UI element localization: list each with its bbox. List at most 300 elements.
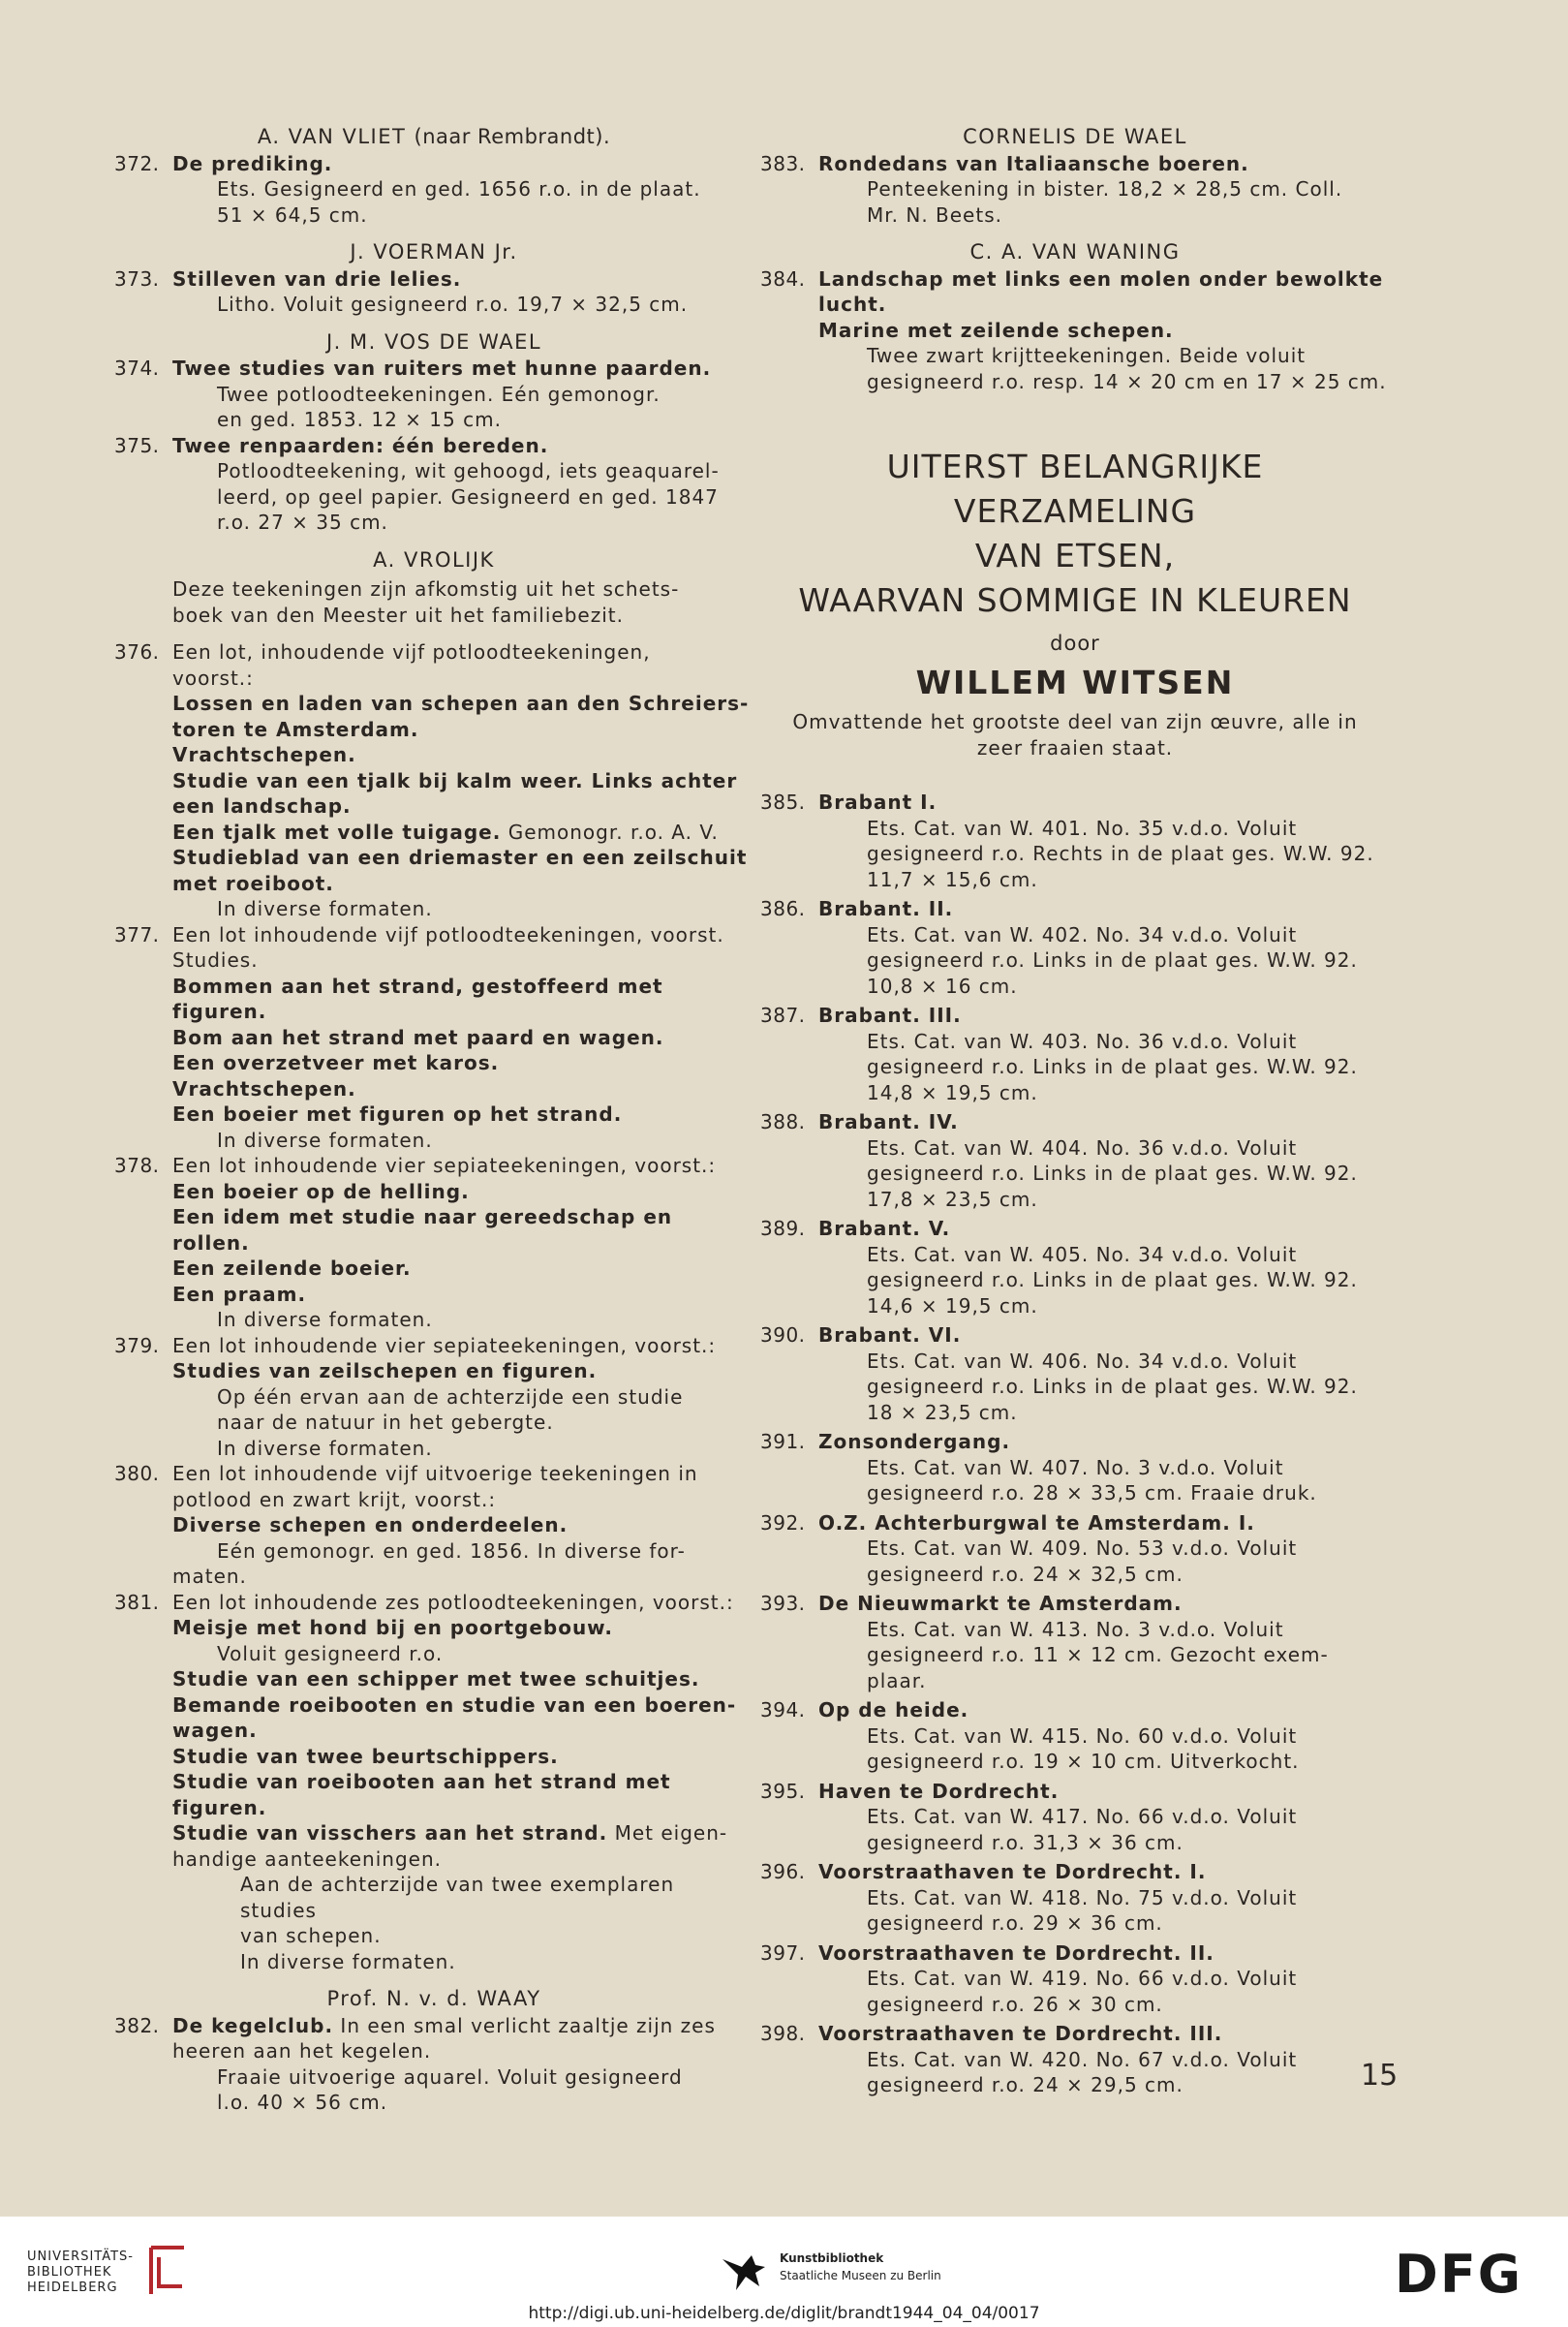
lot-title-line	[818, 1109, 1390, 1135]
line-text: Ets. Cat. van W. 415. No. 60 v.d.o. Voluit	[867, 1723, 1298, 1748]
logo-text-line: BIBLIOTHEK	[27, 2265, 112, 2280]
lot-title-line	[818, 318, 1390, 344]
artist-heading	[114, 547, 753, 574]
line-text: wagen.	[172, 1719, 258, 1742]
line-text: Brabant. VI.	[818, 1323, 962, 1347]
line-text: Twee potloodteekeningen. Eén gemonogr.	[217, 382, 661, 406]
line-text: naar de natuur in het gebergte.	[217, 1411, 554, 1434]
lot-description-line	[172, 458, 753, 484]
footer-bar	[0, 2217, 1568, 2327]
lot-description-line	[818, 867, 1390, 893]
lot-description-line	[818, 841, 1390, 867]
lot-number: 393.	[760, 1592, 806, 1615]
line-text: Bommen aan het strand, gestoffeerd met figuren.	[172, 974, 663, 1023]
line-text: Ets. Cat. van W. 420. No. 67 v.d.o. Voluit	[867, 2047, 1298, 2071]
line-text: Studies van zeilschepen en figuren.	[172, 1359, 598, 1382]
lot-description-line	[818, 1374, 1390, 1400]
line-text: Stilleven van drie lelies.	[172, 266, 462, 291]
line-text: Een overzetveer met karos.	[172, 1051, 500, 1074]
line-text: potlood en zwart krijt, voorst.:	[172, 1487, 497, 1511]
line-text: Brabant. IV.	[818, 1110, 959, 1133]
lot-title-line	[172, 1820, 753, 1846]
heading-intro-line: zeer fraaien staat.	[976, 735, 1174, 760]
lot-title-line	[172, 691, 753, 717]
lot-description-line	[818, 1536, 1390, 1562]
lot-description-line	[818, 1455, 1390, 1481]
line-text: In diverse formaten.	[217, 897, 433, 920]
lot-number: 391.	[760, 1430, 806, 1453]
lot-entry	[114, 1590, 753, 1975]
lot-title-line	[172, 742, 753, 768]
provenance-note	[114, 576, 753, 628]
line-text: heeren aan het kegelen.	[172, 2039, 432, 2063]
line-text: Ets. Cat. van W. 401. No. 35 v.d.o. Voluit	[867, 816, 1298, 840]
lot-description-line	[172, 407, 753, 433]
right-column	[760, 124, 1390, 2102]
lot-description-line	[818, 1400, 1390, 1426]
line-text-extra: Met eigen-	[607, 1821, 728, 1845]
line-text: Studie van een schipper met twee schuitjes.	[172, 1667, 700, 1691]
lot-title-line	[172, 2013, 753, 2039]
line-text: Een lot inhoudende vijf potloodteekeningen, voorst.	[172, 922, 724, 946]
line-text: Twee studies van ruiters met hunne paarden.	[172, 357, 712, 380]
lot-description-line	[818, 1910, 1390, 1937]
line-text: Penteekening in bister. 18,2 × 28,5 cm. Coll.	[867, 177, 1343, 201]
page-number: 15	[1361, 2059, 1399, 2093]
lot-number: 386.	[760, 897, 806, 920]
lot-description-line	[172, 947, 753, 974]
artist-heading	[114, 1986, 753, 2012]
line-text-extra: In een smal verlicht zaaltje zijn zes	[333, 2013, 716, 2037]
line-text: gesigneerd r.o. 11 × 12 cm. Gezocht exem-	[867, 1643, 1329, 1666]
heading-door: door	[1050, 632, 1100, 655]
artist-heading	[114, 124, 753, 150]
line-text: gesigneerd r.o. resp. 14 × 20 cm en 17 × 25 cm.	[867, 369, 1387, 393]
lot-title-line	[172, 845, 753, 871]
lot-number: 375.	[114, 433, 160, 457]
kb-title: Kunstbibliothek	[780, 2251, 884, 2265]
line-text: Voorstraathaven te Dordrecht. II.	[818, 1940, 1214, 1965]
lot-description-line	[172, 1307, 753, 1333]
artist-attribution: (naar Rembrandt).	[414, 125, 611, 148]
lot-description-line	[818, 1642, 1390, 1668]
line-text: Ets. Cat. van W. 407. No. 3 v.d.o. Voluit	[867, 1455, 1284, 1479]
line-text: De Nieuwmarkt te Amsterdam.	[818, 1592, 1183, 1615]
lot-description-line	[172, 1487, 753, 1513]
lot-title-line	[818, 1003, 1390, 1029]
lot-title-line	[172, 1692, 753, 1719]
lot-description-line	[818, 343, 1390, 369]
line-text: Ets. Cat. van W. 403. No. 36 v.d.o. Voluit	[867, 1029, 1298, 1053]
lot-description-line	[172, 922, 753, 948]
kunstbibliothek-logo[interactable]	[780, 2249, 941, 2284]
line-text: Een boeier met figuren op het strand.	[172, 1102, 623, 1126]
lot-description-line	[172, 382, 753, 408]
lot-entry	[114, 2013, 753, 2116]
lot-title-line	[172, 266, 753, 293]
logo-text-line: HEIDELBERG	[27, 2280, 118, 2295]
artist-name: CORNELIS DE WAEL	[963, 125, 1187, 148]
line-text: gesigneerd r.o. 26 × 30 cm.	[867, 1992, 1163, 2016]
line-text: Marine met zeilende schepen.	[818, 318, 1174, 342]
line-text: Meisje met hond bij en poortgebouw.	[172, 1616, 613, 1639]
line-text: Op de heide.	[818, 1698, 969, 1722]
lot-title-line	[172, 1769, 753, 1820]
lot-title-line	[818, 1429, 1390, 1455]
lot-number: 373.	[114, 266, 160, 291]
lot-description-line	[172, 1641, 753, 1667]
line-text: 11,7 × 15,6 cm.	[867, 867, 1038, 891]
lot-title-line	[172, 1718, 753, 1744]
lot-title-line	[172, 1282, 753, 1308]
lot-title-line	[172, 1615, 753, 1641]
line-text: voorst.:	[172, 666, 254, 690]
lot-title-line	[172, 871, 753, 897]
artist-heading	[760, 124, 1390, 150]
lot-number: 396.	[760, 1860, 806, 1883]
line-text: plaar.	[867, 1668, 927, 1692]
line-text: Een lot inhoudende zes potloodteekeningen, voorst.:	[172, 1590, 734, 1614]
lot-description-line	[818, 202, 1390, 229]
line-text: handige aanteekeningen.	[172, 1846, 442, 1871]
line-text: lucht.	[818, 293, 887, 316]
lot-title-line	[172, 1204, 753, 1256]
lot-description-line	[818, 1135, 1390, 1162]
lot-title-line	[172, 768, 753, 794]
lot-title-line	[172, 1050, 753, 1076]
lot-description-line	[172, 1590, 753, 1616]
line-text: Brabant. II.	[818, 897, 954, 920]
lot-title-line	[818, 1216, 1390, 1242]
artist-name: Prof. N. v. d. WAAY	[326, 1987, 541, 2010]
heading-intro-line: Omvattende het grootste deel van zijn œuvre, alle in	[792, 710, 1358, 733]
line-text: Diverse schepen en onderdeelen.	[172, 1513, 569, 1536]
artist-name: A. VROLIJK	[373, 547, 495, 572]
line-text: 10,8 × 16 cm.	[867, 974, 1018, 998]
line-text: Een lot inhoudende vier sepiateekeningen, voorst.:	[172, 1333, 717, 1357]
line-text: r.o. 27 × 35 cm.	[217, 511, 388, 534]
lot-number: 397.	[760, 1940, 806, 1965]
line-text: gesigneerd r.o. 24 × 29,5 cm.	[867, 2073, 1184, 2096]
line-text: Op één ervan aan de achterzijde een studie	[217, 1384, 684, 1409]
lot-entry	[760, 1322, 1390, 1425]
lot-description-line	[172, 202, 753, 229]
line-text: Mr. N. Beets.	[867, 202, 1002, 227]
lot-entry	[760, 1779, 1390, 1856]
line-text: Ets. Cat. van W. 402. No. 34 v.d.o. Voluit	[867, 922, 1298, 946]
heading-intro	[760, 709, 1390, 760]
lot-title-line	[172, 974, 753, 1025]
lot-number: 390.	[760, 1323, 806, 1347]
line-text: De prediking.	[172, 151, 333, 175]
line-text: Landschap met links een molen onder bewolkte	[818, 266, 1384, 291]
lot-number: 379.	[114, 1333, 160, 1357]
line-text: Ets. Cat. van W. 413. No. 3 v.d.o. Voluit	[867, 1617, 1284, 1641]
lot-title-line	[818, 896, 1390, 922]
lot-description-line	[818, 974, 1390, 1000]
kunstbibliothek-eagle-icon	[717, 2246, 771, 2296]
lot-entry	[114, 1153, 753, 1333]
artist-heading	[114, 329, 753, 356]
line-text: Een praam.	[172, 1282, 307, 1306]
lot-description-line	[818, 1161, 1390, 1187]
line-text: Potloodteekening, wit gehoogd, iets geaquarel-	[217, 459, 720, 482]
lot-title-line	[172, 1358, 753, 1384]
lot-description-line	[172, 1384, 753, 1411]
line-text: l.o. 40 × 56 cm.	[217, 2091, 388, 2114]
line-text: een landschap.	[172, 794, 352, 818]
lot-number: 392.	[760, 1510, 806, 1535]
line-text: Een lot inhoudende vier sepiateekeningen, voorst.:	[172, 1154, 717, 1177]
line-text: gesigneerd r.o. Links in de plaat ges. W.W. 92.	[867, 1162, 1358, 1185]
lot-description-line	[818, 1080, 1390, 1106]
lot-title-line	[818, 151, 1390, 177]
lot-title-line	[172, 793, 753, 820]
lot-number: 377.	[114, 922, 160, 946]
logo-text-line: UNIVERSITÄTS-	[27, 2249, 134, 2264]
line-text: Brabant I.	[818, 791, 938, 814]
lot-description-line	[172, 1128, 753, 1154]
lot-description-line	[172, 666, 753, 692]
lot-title-line	[818, 1859, 1390, 1885]
lot-description-line	[172, 484, 753, 511]
lot-title-line	[818, 1940, 1390, 1967]
lot-number: 384.	[760, 266, 806, 291]
section-heading	[760, 445, 1390, 760]
lot-entry	[760, 151, 1390, 229]
right-column-bottom	[760, 790, 1390, 2098]
lot-title-line	[172, 1512, 753, 1538]
lot-description-line	[818, 1668, 1390, 1694]
line-text: 14,8 × 19,5 cm.	[867, 1080, 1038, 1104]
line-text: 51 × 64,5 cm.	[217, 202, 368, 227]
lot-entry	[760, 1510, 1390, 1588]
lot-description-line	[172, 2038, 753, 2064]
right-column-top	[760, 124, 1390, 394]
lot-entry	[114, 639, 753, 922]
lot-entry	[760, 266, 1390, 395]
lot-description-line	[172, 1153, 753, 1179]
lot-entry	[114, 356, 753, 433]
heading-line-2: VAN ETSEN,	[974, 537, 1176, 574]
line-text: en ged. 1853. 12 × 15 cm.	[217, 408, 502, 431]
source-url[interactable]: http://digi.ub.uni-heidelberg.de/diglit/brandt1944_04_04/0017	[528, 2304, 1040, 2323]
line-text: Bemande roeibooten en studie van een boeren-	[172, 1692, 737, 1717]
lot-description-line	[818, 1804, 1390, 1830]
lot-description-line	[818, 2072, 1390, 2098]
lot-number: 395.	[760, 1779, 806, 1803]
lot-number: 374.	[114, 357, 160, 380]
line-text: Ets. Cat. van W. 409. No. 53 v.d.o. Voluit	[867, 1536, 1298, 1560]
lot-description-line	[172, 2090, 753, 2116]
line-text: Voorstraathaven te Dordrecht. III.	[818, 2022, 1223, 2045]
line-text: Brabant. III.	[818, 1004, 962, 1027]
lot-number: 378.	[114, 1154, 160, 1177]
lot-entry	[114, 1333, 753, 1462]
lot-description-line	[818, 816, 1390, 842]
line-text: Bom aan het strand met paard en wagen.	[172, 1025, 664, 1049]
lot-description-line	[172, 1538, 753, 1565]
lot-description-line	[172, 896, 753, 922]
lot-title-line	[172, 1025, 753, 1051]
artist-name: J. M. VOS DE WAEL	[325, 329, 542, 354]
lot-number: 380.	[114, 1462, 160, 1485]
lot-title-line	[818, 292, 1390, 318]
line-text: van schepen.	[240, 1924, 382, 1947]
line-text: gesigneerd r.o. 29 × 36 cm.	[867, 1911, 1163, 1935]
lot-entry	[114, 922, 753, 1154]
line-text: De kegelclub.	[172, 2013, 334, 2037]
lot-entry	[760, 1697, 1390, 1775]
line-text: Studie van roeibooten aan het strand met figuren.	[172, 1770, 671, 1819]
lot-entry	[760, 1216, 1390, 1319]
lot-entry	[760, 1591, 1390, 1693]
lot-title-line	[172, 356, 753, 382]
lot-description-line	[818, 1562, 1390, 1588]
lot-description-line	[172, 1923, 753, 1949]
lot-number: 387.	[760, 1004, 806, 1027]
line-text: gesigneerd r.o. Links in de plaat ges. W.W. 92.	[867, 1268, 1358, 1291]
artist-name: A. VAN VLIET	[257, 125, 407, 148]
line-text: gesigneerd r.o. Links in de plaat ges. W.W. 92.	[867, 948, 1358, 972]
line-text: gesigneerd r.o. Links in de plaat ges. W.W. 92.	[867, 1375, 1358, 1398]
line-text: Ets. Cat. van W. 419. No. 66 v.d.o. Voluit	[867, 1967, 1298, 1990]
dfg-logo[interactable]: DFG	[1395, 2244, 1523, 2305]
line-text: Ets. Cat. van W. 417. No. 66 v.d.o. Voluit	[867, 1805, 1298, 1828]
line-text: In diverse formaten.	[217, 1308, 433, 1331]
line-text: gesigneerd r.o. 19 × 10 cm. Uitverkocht.	[867, 1750, 1300, 1773]
heading-line-1: UITERST BELANGRIJKE VERZAMELING	[886, 448, 1264, 530]
lot-description-line	[172, 510, 753, 536]
artist-heading	[760, 239, 1390, 265]
line-text: Twee renpaarden: één bereden.	[172, 433, 549, 457]
line-text: Vrachtschepen.	[172, 743, 356, 766]
lot-description-line	[818, 1187, 1390, 1213]
lot-description-line	[818, 1480, 1390, 1506]
lot-title-line	[818, 2021, 1390, 2047]
line-text: Ets. Cat. van W. 404. No. 36 v.d.o. Voluit	[867, 1135, 1298, 1160]
lot-title-line	[818, 266, 1390, 293]
lot-description-line	[172, 2064, 753, 2091]
lot-title-line	[172, 1179, 753, 1205]
line-text: 14,6 × 19,5 cm.	[867, 1293, 1038, 1318]
lot-title-line	[172, 1666, 753, 1692]
lot-description-line	[818, 947, 1390, 974]
lot-entry	[114, 433, 753, 536]
lot-description-line	[818, 1749, 1390, 1775]
lot-description-line	[172, 1564, 753, 1590]
lot-entry	[760, 896, 1390, 999]
university-library-logo[interactable]	[27, 2249, 134, 2296]
lot-title-line	[818, 1591, 1390, 1617]
lot-description-line	[172, 1461, 753, 1487]
line-text: Eén gemonogr. en ged. 1856. In diverse for-	[217, 1538, 686, 1563]
line-text: Rondedans van Italiaansche boeren.	[818, 151, 1249, 175]
lot-number: 372.	[114, 151, 160, 175]
lot-number: 381.	[114, 1590, 160, 1614]
lot-title-line	[172, 1744, 753, 1770]
lot-description-line	[818, 922, 1390, 948]
line-text: Fraaie uitvoerige aquarel. Voluit gesigneerd	[217, 2064, 683, 2089]
artist-name: J. VOERMAN Jr.	[350, 240, 518, 264]
lot-entry	[114, 266, 753, 318]
line-text: 18 × 23,5 cm.	[867, 1400, 1018, 1424]
lot-number: 376.	[114, 640, 160, 664]
lot-title-line	[818, 1779, 1390, 1805]
line-text: Studie van twee beurtschippers.	[172, 1744, 559, 1768]
line-text: Voluit gesigneerd r.o.	[217, 1641, 444, 1665]
lot-description-line	[818, 1617, 1390, 1643]
lot-entry	[760, 790, 1390, 892]
line-text: leerd, op geel papier. Gesigneerd en ged. 1847	[217, 484, 719, 509]
lot-title-line	[172, 433, 753, 459]
lot-description-line	[818, 1885, 1390, 1911]
line-text: Litho. Voluit gesigneerd r.o. 19,7 × 32,5 cm.	[217, 293, 689, 316]
line-text: gesigneerd r.o. Rechts in de plaat ges. W.W. 92.	[867, 842, 1374, 865]
line-text: Twee zwart krijtteekeningen. Beide voluit	[867, 344, 1307, 367]
lot-number: 382.	[114, 2013, 160, 2037]
lot-description-line	[818, 2047, 1390, 2073]
lot-title-line	[172, 820, 753, 846]
line-text: O.Z. Achterburgwal te Amsterdam. I.	[818, 1510, 1255, 1535]
lot-entry	[760, 1940, 1390, 2018]
line-text: In diverse formaten.	[217, 1436, 433, 1460]
lot-description-line	[818, 369, 1390, 395]
lot-description-line	[818, 1267, 1390, 1293]
artist-name: C. A. VAN WANING	[969, 240, 1181, 264]
university-seal-icon	[145, 2246, 188, 2296]
lot-title-line	[172, 1101, 753, 1128]
line-text: gesigneerd r.o. 24 × 32,5 cm.	[867, 1562, 1184, 1586]
lot-title-line	[172, 717, 753, 743]
lot-entry	[760, 2021, 1390, 2098]
lot-description-line	[818, 1830, 1390, 1856]
heading-artist-name: WILLEM WITSEN	[915, 663, 1235, 701]
line-text: Een boeier op de helling.	[172, 1179, 470, 1203]
left-column	[114, 124, 753, 2116]
line-text: Een lot, inhoudende vijf potloodteekeningen,	[172, 640, 651, 664]
line-text: gesigneerd r.o. Links in de plaat ges. W.W. 92.	[867, 1055, 1358, 1078]
line-text: Studieblad van een driemaster en een zeilschuit	[172, 846, 748, 869]
lot-entry	[760, 1859, 1390, 1937]
lot-title-line	[818, 1322, 1390, 1349]
note-line: Deze teekeningen zijn afkomstig uit het schets-	[172, 577, 680, 601]
line-text: Lossen en laden van schepen aan den Schreiers-	[172, 692, 750, 715]
lot-number: 388.	[760, 1110, 806, 1133]
lot-description-line	[818, 1029, 1390, 1055]
line-text: gesigneerd r.o. 31,3 × 36 cm.	[867, 1830, 1184, 1854]
lot-number: 398.	[760, 2022, 806, 2045]
lot-entry	[760, 1003, 1390, 1105]
line-text: Studie van visschers aan het strand.	[172, 1821, 608, 1845]
line-text-extra: Gemonogr. r.o. A. V.	[501, 820, 719, 844]
lot-title-line	[172, 151, 753, 177]
line-text: maten.	[172, 1565, 247, 1588]
lot-description-line	[818, 1054, 1390, 1080]
line-text: Studie van een tjalk bij kalm weer. Links achter	[172, 768, 738, 792]
lot-title-line	[818, 1510, 1390, 1536]
line-text: Ets. Cat. van W. 418. No. 75 v.d.o. Voluit	[867, 1885, 1298, 1909]
lot-description-line	[172, 1436, 753, 1462]
artist-heading	[114, 239, 753, 265]
lot-description-line	[818, 1293, 1390, 1319]
line-text: Aan de achterzijde van twee exemplaren studies	[240, 1873, 675, 1922]
lot-number: 394.	[760, 1698, 806, 1722]
lot-title-line	[818, 1697, 1390, 1723]
lot-description-line	[818, 1723, 1390, 1750]
lot-description-line	[172, 639, 753, 666]
line-text: Zonsondergang.	[818, 1430, 1011, 1453]
